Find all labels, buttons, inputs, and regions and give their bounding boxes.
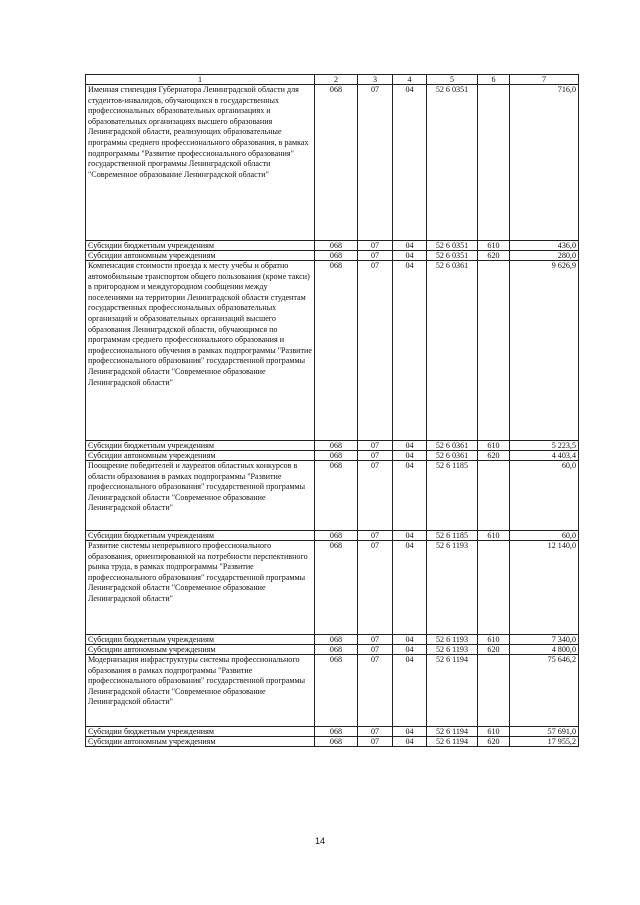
subsection-cell: 04 bbox=[393, 241, 427, 251]
section-cell: 07 bbox=[358, 261, 393, 441]
target-article-cell: 52 6 0351 bbox=[427, 85, 478, 241]
target-article-cell: 52 6 0351 bbox=[427, 241, 478, 251]
item-name-cell: Субсидии бюджетным учреждениям bbox=[86, 635, 315, 645]
amount-cell: 7 340,0 bbox=[510, 635, 579, 645]
amount-cell: 9 626,9 bbox=[510, 261, 579, 441]
section-cell: 07 bbox=[358, 461, 393, 531]
target-article-cell: 52 6 1193 bbox=[427, 645, 478, 655]
expense-type-cell bbox=[478, 461, 510, 531]
table-row bbox=[86, 451, 579, 461]
target-article-cell: 52 6 1193 bbox=[427, 541, 478, 635]
section-cell: 07 bbox=[358, 635, 393, 645]
subsection-cell: 04 bbox=[393, 461, 427, 531]
target-article-cell: 52 6 1185 bbox=[427, 461, 478, 531]
section-cell: 07 bbox=[358, 655, 393, 727]
budget-table bbox=[85, 74, 579, 747]
expense-type-cell bbox=[478, 541, 510, 635]
amount-cell: 280,0 bbox=[510, 251, 579, 261]
table-row bbox=[86, 85, 579, 241]
amount-cell: 5 223,5 bbox=[510, 441, 579, 451]
target-article-cell: 52 6 0361 bbox=[427, 441, 478, 451]
subsection-cell: 04 bbox=[393, 655, 427, 727]
target-article-cell: 52 6 1194 bbox=[427, 737, 478, 747]
code-cell: 068 bbox=[315, 541, 358, 635]
item-name-cell: Именная стипендия Губернатора Ленинградской области для студентов-инвалидов, обучающихся в государственных профессиональных образовательных организациях и образовательных организациях высшего образования Ленинградской области, реализующих образовательные программы среднего профессионального образования, в рамках подпрограммы "Развитие профессионального образования" государственной программы Ленинградской области "Современное образование Ленинградской области" bbox=[86, 85, 315, 241]
target-article-cell: 52 6 1185 bbox=[427, 531, 478, 541]
subsection-cell: 04 bbox=[393, 635, 427, 645]
section-cell: 07 bbox=[358, 85, 393, 241]
section-cell: 07 bbox=[358, 541, 393, 635]
target-article-cell: 52 6 0361 bbox=[427, 451, 478, 461]
subsection-cell: 04 bbox=[393, 251, 427, 261]
subsection-cell: 04 bbox=[393, 727, 427, 737]
table-row bbox=[86, 645, 579, 655]
amount-cell: 4 800,0 bbox=[510, 645, 579, 655]
table-row bbox=[86, 655, 579, 727]
expense-type-cell: 610 bbox=[478, 727, 510, 737]
expense-type-cell: 610 bbox=[478, 635, 510, 645]
subsection-cell: 04 bbox=[393, 531, 427, 541]
target-article-cell: 52 6 1194 bbox=[427, 727, 478, 737]
section-cell: 07 bbox=[358, 645, 393, 655]
amount-cell: 75 646,2 bbox=[510, 655, 579, 727]
item-name-cell: Компенсация стоимости проезда к месту учебы и обратно автомобильным транспортом общего пользования (кроме такси) в пригородном и междугородном сообщении между поселениями на территории Ленинградской области студентам государственных профессиональных образовательных организаций и образовательных организаций высшего образования Ленинградской области, обучающимся по программам среднего профессионального образования и профессионального обучения в рамках подпрограммы "Развитие профессионального образования" государственной программы Ленинградской области "Современное образование Ленинградской области" bbox=[86, 261, 315, 441]
table-row bbox=[86, 531, 579, 541]
section-cell: 07 bbox=[358, 531, 393, 541]
subsection-cell: 04 bbox=[393, 85, 427, 241]
table-row bbox=[86, 461, 579, 531]
item-name-cell: Субсидии автономным учреждениям bbox=[86, 451, 315, 461]
target-article-cell: 52 6 1193 bbox=[427, 635, 478, 645]
section-cell: 07 bbox=[358, 241, 393, 251]
item-name-cell: Субсидии бюджетным учреждениям bbox=[86, 531, 315, 541]
subsection-cell: 04 bbox=[393, 261, 427, 441]
subsection-cell: 04 bbox=[393, 645, 427, 655]
table-row bbox=[86, 727, 579, 737]
amount-cell: 716,0 bbox=[510, 85, 579, 241]
code-cell: 068 bbox=[315, 441, 358, 451]
amount-cell: 17 955,2 bbox=[510, 737, 579, 747]
expense-type-cell: 620 bbox=[478, 251, 510, 261]
column-header: 2 bbox=[315, 75, 358, 85]
code-cell: 068 bbox=[315, 635, 358, 645]
code-cell: 068 bbox=[315, 241, 358, 251]
table-body bbox=[86, 85, 579, 747]
table-row bbox=[86, 241, 579, 251]
subsection-cell: 04 bbox=[393, 737, 427, 747]
amount-cell: 4 403,4 bbox=[510, 451, 579, 461]
expense-type-cell: 610 bbox=[478, 531, 510, 541]
expense-type-cell: 620 bbox=[478, 737, 510, 747]
item-name-cell: Субсидии автономным учреждениям bbox=[86, 645, 315, 655]
column-header: 1 bbox=[86, 75, 315, 85]
table-row bbox=[86, 635, 579, 645]
subsection-cell: 04 bbox=[393, 451, 427, 461]
expense-type-cell: 620 bbox=[478, 451, 510, 461]
amount-cell: 60,0 bbox=[510, 531, 579, 541]
item-name-cell: Субсидии бюджетным учреждениям bbox=[86, 241, 315, 251]
column-header: 5 bbox=[427, 75, 478, 85]
item-name-cell: Субсидии автономным учреждениям bbox=[86, 251, 315, 261]
code-cell: 068 bbox=[315, 261, 358, 441]
code-cell: 068 bbox=[315, 461, 358, 531]
section-cell: 07 bbox=[358, 727, 393, 737]
table-row bbox=[86, 441, 579, 451]
target-article-cell: 52 6 0351 bbox=[427, 251, 478, 261]
item-name-cell: Поощрение победителей и лауреатов областных конкурсов в области образования в рамках подпрограммы "Развитие профессионального образования" государственной программы Ленинградской области "Современное образование Ленинградской области" bbox=[86, 461, 315, 531]
code-cell: 068 bbox=[315, 727, 358, 737]
subsection-cell: 04 bbox=[393, 441, 427, 451]
target-article-cell: 52 6 1194 bbox=[427, 655, 478, 727]
amount-cell: 436,0 bbox=[510, 241, 579, 251]
item-name-cell: Субсидии бюджетным учреждениям bbox=[86, 727, 315, 737]
expense-type-cell: 610 bbox=[478, 241, 510, 251]
expense-type-cell bbox=[478, 85, 510, 241]
table-row bbox=[86, 251, 579, 261]
section-cell: 07 bbox=[358, 737, 393, 747]
table-row bbox=[86, 737, 579, 747]
item-name-cell: Субсидии бюджетным учреждениям bbox=[86, 441, 315, 451]
code-cell: 068 bbox=[315, 531, 358, 541]
section-cell: 07 bbox=[358, 441, 393, 451]
expense-type-cell bbox=[478, 261, 510, 441]
section-cell: 07 bbox=[358, 451, 393, 461]
column-header: 7 bbox=[510, 75, 579, 85]
subsection-cell: 04 bbox=[393, 541, 427, 635]
code-cell: 068 bbox=[315, 737, 358, 747]
page-number: 14 bbox=[314, 836, 325, 846]
table-row bbox=[86, 541, 579, 635]
expense-type-cell: 610 bbox=[478, 441, 510, 451]
expense-type-cell bbox=[478, 655, 510, 727]
target-article-cell: 52 6 0361 bbox=[427, 261, 478, 441]
code-cell: 068 bbox=[315, 655, 358, 727]
amount-cell: 12 140,0 bbox=[510, 541, 579, 635]
table-row bbox=[86, 261, 579, 441]
column-header: 6 bbox=[478, 75, 510, 85]
code-cell: 068 bbox=[315, 85, 358, 241]
item-name-cell: Развитие системы непрерывного профессионального образования, ориентированной на потребности перспективного рынка труда, в рамках подпрограммы "Развитие профессионального образования" государственной программы Ленинградской области "Современное образование Ленинградской области" bbox=[86, 541, 315, 635]
column-header: 3 bbox=[358, 75, 393, 85]
amount-cell: 60,0 bbox=[510, 461, 579, 531]
item-name-cell: Модернизация инфраструктуры системы профессионального образования в рамках подпрограммы "Развитие профессионального образования" государственной программы Ленинградской области "Современное образование Ленинградской области" bbox=[86, 655, 315, 727]
amount-cell: 57 691,0 bbox=[510, 727, 579, 737]
code-cell: 068 bbox=[315, 645, 358, 655]
code-cell: 068 bbox=[315, 251, 358, 261]
code-cell: 068 bbox=[315, 451, 358, 461]
expense-type-cell: 620 bbox=[478, 645, 510, 655]
section-cell: 07 bbox=[358, 251, 393, 261]
table-header-row bbox=[86, 75, 579, 85]
item-name-cell: Субсидии автономным учреждениям bbox=[86, 737, 315, 747]
column-header: 4 bbox=[393, 75, 427, 85]
